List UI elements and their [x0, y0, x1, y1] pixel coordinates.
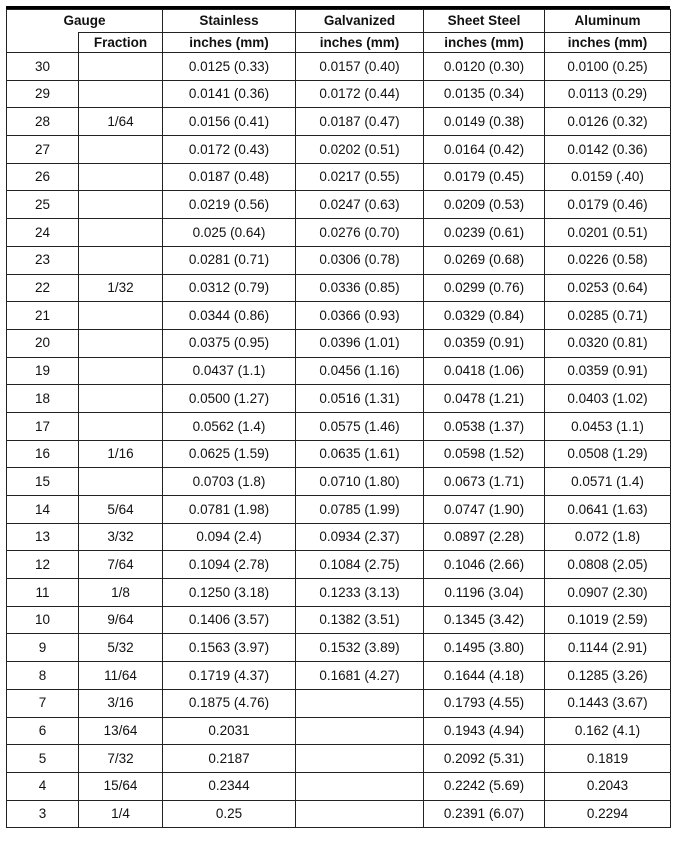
stainless-cell: 0.0625 (1.59) [163, 440, 296, 468]
stainless-cell: 0.0172 (0.43) [163, 136, 296, 164]
gauge-cell: 14 [7, 496, 79, 524]
table-row [7, 800, 671, 828]
table-row [7, 163, 671, 191]
galvanized-cell: 0.0157 (0.40) [296, 53, 424, 81]
gauge-cell: 9 [7, 634, 79, 662]
galvanized-cell: 0.1382 (3.51) [296, 606, 424, 634]
fraction-cell [79, 412, 163, 440]
gauge-cell: 15 [7, 468, 79, 496]
stainless-cell: 0.0375 (0.95) [163, 329, 296, 357]
gauge-table [6, 9, 671, 828]
sheet-steel-header: Sheet Steel [424, 10, 545, 33]
sheet-steel-cell: 0.1943 (4.94) [424, 717, 545, 745]
aluminum-cell: 0.162 (4.1) [545, 717, 671, 745]
fraction-header: Fraction [79, 33, 163, 53]
galvanized-cell [296, 772, 424, 800]
fraction-cell: 3/16 [79, 689, 163, 717]
stainless-cell: 0.0156 (0.41) [163, 108, 296, 136]
gauge-cell: 21 [7, 302, 79, 330]
galvanized-cell [296, 745, 424, 773]
table-row [7, 634, 671, 662]
sheet-steel-cell: 0.2242 (5.69) [424, 772, 545, 800]
gauge-cell: 11 [7, 579, 79, 607]
fraction-cell [79, 385, 163, 413]
fraction-cell: 5/32 [79, 634, 163, 662]
stainless-cell: 0.25 [163, 800, 296, 828]
table-row [7, 108, 671, 136]
fraction-cell [79, 136, 163, 164]
table-row [7, 689, 671, 717]
table-row [7, 385, 671, 413]
sheet-steel-cell: 0.0120 (0.30) [424, 53, 545, 81]
gauge-cell: 19 [7, 357, 79, 385]
fraction-cell: 3/32 [79, 523, 163, 551]
table-row [7, 412, 671, 440]
table-row [7, 662, 671, 690]
stainless-cell: 0.0781 (1.98) [163, 496, 296, 524]
aluminum-cell: 0.2043 [545, 772, 671, 800]
fraction-cell [79, 329, 163, 357]
aluminum-header: Aluminum [545, 10, 671, 33]
fraction-cell [79, 219, 163, 247]
sheet-steel-cell: 0.0269 (0.68) [424, 246, 545, 274]
sheet-steel-cell: 0.0179 (0.45) [424, 163, 545, 191]
table-row [7, 468, 671, 496]
gauge-cell: 20 [7, 329, 79, 357]
table-row [7, 717, 671, 745]
fraction-cell [79, 246, 163, 274]
galvanized-unit: inches (mm) [296, 33, 424, 53]
stainless-cell: 0.0312 (0.79) [163, 274, 296, 302]
table-row [7, 80, 671, 108]
aluminum-cell: 0.0253 (0.64) [545, 274, 671, 302]
fraction-cell: 1/4 [79, 800, 163, 828]
galvanized-cell: 0.0247 (0.63) [296, 191, 424, 219]
gauge-cell: 5 [7, 745, 79, 773]
gauge-table-body [7, 53, 671, 828]
stainless-cell: 0.0141 (0.36) [163, 80, 296, 108]
fraction-cell [79, 357, 163, 385]
aluminum-cell: 0.1144 (2.91) [545, 634, 671, 662]
table-row [7, 246, 671, 274]
aluminum-cell: 0.1819 [545, 745, 671, 773]
stainless-cell: 0.0187 (0.48) [163, 163, 296, 191]
sheet-steel-cell: 0.1644 (4.18) [424, 662, 545, 690]
sheet-steel-cell: 0.0329 (0.84) [424, 302, 545, 330]
table-row [7, 219, 671, 247]
sheet-steel-cell: 0.0538 (1.37) [424, 412, 545, 440]
stainless-cell: 0.1094 (2.78) [163, 551, 296, 579]
aluminum-cell: 0.0126 (0.32) [545, 108, 671, 136]
sheet-steel-cell: 0.1196 (3.04) [424, 579, 545, 607]
aluminum-cell: 0.0453 (1.1) [545, 412, 671, 440]
galvanized-cell: 0.1084 (2.75) [296, 551, 424, 579]
gauge-cell: 12 [7, 551, 79, 579]
gauge-cell: 6 [7, 717, 79, 745]
aluminum-cell: 0.0571 (1.4) [545, 468, 671, 496]
sheet-steel-cell: 0.1495 (3.80) [424, 634, 545, 662]
gauge-cell: 13 [7, 523, 79, 551]
galvanized-cell [296, 689, 424, 717]
stainless-cell: 0.2344 [163, 772, 296, 800]
stainless-cell: 0.0219 (0.56) [163, 191, 296, 219]
gauge-cell: 26 [7, 163, 79, 191]
table-row [7, 329, 671, 357]
gauge-cell: 25 [7, 191, 79, 219]
galvanized-cell [296, 800, 424, 828]
galvanized-cell: 0.0635 (1.61) [296, 440, 424, 468]
sheet-steel-cell: 0.0239 (0.61) [424, 219, 545, 247]
galvanized-cell: 0.1532 (3.89) [296, 634, 424, 662]
table-row [7, 551, 671, 579]
fraction-cell [79, 163, 163, 191]
galvanized-cell: 0.0366 (0.93) [296, 302, 424, 330]
fraction-cell [79, 302, 163, 330]
table-row [7, 745, 671, 773]
aluminum-unit: inches (mm) [545, 33, 671, 53]
aluminum-cell: 0.0285 (0.71) [545, 302, 671, 330]
stainless-unit: inches (mm) [163, 33, 296, 53]
stainless-cell: 0.094 (2.4) [163, 523, 296, 551]
aluminum-cell: 0.0808 (2.05) [545, 551, 671, 579]
sheet-steel-cell: 0.0418 (1.06) [424, 357, 545, 385]
aluminum-cell: 0.0403 (1.02) [545, 385, 671, 413]
fraction-cell: 5/64 [79, 496, 163, 524]
fraction-cell: 1/64 [79, 108, 163, 136]
table-row [7, 606, 671, 634]
stainless-cell: 0.1719 (4.37) [163, 662, 296, 690]
gauge-cell: 27 [7, 136, 79, 164]
gauge-cell: 8 [7, 662, 79, 690]
aluminum-cell: 0.0100 (0.25) [545, 53, 671, 81]
aluminum-cell: 0.0641 (1.63) [545, 496, 671, 524]
sheet-steel-unit: inches (mm) [424, 33, 545, 53]
fraction-cell: 15/64 [79, 772, 163, 800]
stainless-cell: 0.0703 (1.8) [163, 468, 296, 496]
gauge-cell: 18 [7, 385, 79, 413]
table-row [7, 357, 671, 385]
table-row [7, 440, 671, 468]
gauge-cell: 4 [7, 772, 79, 800]
table-row [7, 302, 671, 330]
sheet-steel-cell: 0.0478 (1.21) [424, 385, 545, 413]
galvanized-cell: 0.0575 (1.46) [296, 412, 424, 440]
stainless-cell: 0.0281 (0.71) [163, 246, 296, 274]
fraction-cell: 7/32 [79, 745, 163, 773]
aluminum-cell: 0.0508 (1.29) [545, 440, 671, 468]
sheet-steel-cell: 0.1046 (2.66) [424, 551, 545, 579]
galvanized-cell: 0.1681 (4.27) [296, 662, 424, 690]
sheet-steel-cell: 0.0209 (0.53) [424, 191, 545, 219]
stainless-cell: 0.1406 (3.57) [163, 606, 296, 634]
galvanized-cell: 0.0934 (2.37) [296, 523, 424, 551]
sheet-steel-cell: 0.0164 (0.42) [424, 136, 545, 164]
gauge-cell: 3 [7, 800, 79, 828]
sheet-steel-cell: 0.2391 (6.07) [424, 800, 545, 828]
aluminum-cell: 0.072 (1.8) [545, 523, 671, 551]
galvanized-cell: 0.0276 (0.70) [296, 219, 424, 247]
fraction-cell: 1/32 [79, 274, 163, 302]
table-row [7, 496, 671, 524]
fraction-cell [79, 468, 163, 496]
stainless-cell: 0.0562 (1.4) [163, 412, 296, 440]
gauge-cell: 30 [7, 53, 79, 81]
galvanized-cell: 0.0336 (0.85) [296, 274, 424, 302]
sheet-steel-cell: 0.0747 (1.90) [424, 496, 545, 524]
fraction-cell: 11/64 [79, 662, 163, 690]
stainless-cell: 0.0437 (1.1) [163, 357, 296, 385]
stainless-cell: 0.2031 [163, 717, 296, 745]
galvanized-cell: 0.0202 (0.51) [296, 136, 424, 164]
stainless-cell: 0.025 (0.64) [163, 219, 296, 247]
gauge-chart-sheet [6, 6, 670, 828]
table-row [7, 579, 671, 607]
gauge-header: Gauge [7, 10, 163, 33]
stainless-header: Stainless [163, 10, 296, 33]
aluminum-cell: 0.0320 (0.81) [545, 329, 671, 357]
table-row [7, 191, 671, 219]
gauge-cell: 29 [7, 80, 79, 108]
galvanized-cell: 0.0217 (0.55) [296, 163, 424, 191]
gauge-cell: 28 [7, 108, 79, 136]
galvanized-cell: 0.1233 (3.13) [296, 579, 424, 607]
aluminum-cell: 0.0159 (.40) [545, 163, 671, 191]
aluminum-cell: 0.0113 (0.29) [545, 80, 671, 108]
sheet-steel-cell: 0.0135 (0.34) [424, 80, 545, 108]
table-row [7, 53, 671, 81]
stainless-cell: 0.0500 (1.27) [163, 385, 296, 413]
table-row [7, 136, 671, 164]
fraction-cell [79, 53, 163, 81]
fraction-cell: 7/64 [79, 551, 163, 579]
stainless-cell: 0.1563 (3.97) [163, 634, 296, 662]
galvanized-cell [296, 717, 424, 745]
table-row [7, 274, 671, 302]
sheet-steel-cell: 0.0897 (2.28) [424, 523, 545, 551]
fraction-cell: 1/16 [79, 440, 163, 468]
table-row [7, 523, 671, 551]
stainless-cell: 0.0125 (0.33) [163, 53, 296, 81]
sheet-steel-cell: 0.0299 (0.76) [424, 274, 545, 302]
table-row [7, 772, 671, 800]
gauge-cell: 16 [7, 440, 79, 468]
galvanized-cell: 0.0456 (1.16) [296, 357, 424, 385]
stainless-cell: 0.0344 (0.86) [163, 302, 296, 330]
aluminum-cell: 0.1443 (3.67) [545, 689, 671, 717]
aluminum-cell: 0.0201 (0.51) [545, 219, 671, 247]
aluminum-cell: 0.0907 (2.30) [545, 579, 671, 607]
galvanized-cell: 0.0516 (1.31) [296, 385, 424, 413]
gauge-cell: 17 [7, 412, 79, 440]
gauge-cell: 22 [7, 274, 79, 302]
gauge-cell: 23 [7, 246, 79, 274]
aluminum-cell: 0.0142 (0.36) [545, 136, 671, 164]
galvanized-cell: 0.0306 (0.78) [296, 246, 424, 274]
sheet-steel-cell: 0.0149 (0.38) [424, 108, 545, 136]
gauge-cell: 24 [7, 219, 79, 247]
sheet-steel-cell: 0.0673 (1.71) [424, 468, 545, 496]
galvanized-cell: 0.0710 (1.80) [296, 468, 424, 496]
aluminum-cell: 0.0179 (0.46) [545, 191, 671, 219]
sheet-steel-cell: 0.1793 (4.55) [424, 689, 545, 717]
sheet-steel-cell: 0.0359 (0.91) [424, 329, 545, 357]
gauge-cell: 10 [7, 606, 79, 634]
aluminum-cell: 0.1285 (3.26) [545, 662, 671, 690]
aluminum-cell: 0.0359 (0.91) [545, 357, 671, 385]
galvanized-cell: 0.0187 (0.47) [296, 108, 424, 136]
fraction-cell: 1/8 [79, 579, 163, 607]
galvanized-header: Galvanized [296, 10, 424, 33]
sheet-steel-cell: 0.1345 (3.42) [424, 606, 545, 634]
aluminum-cell: 0.1019 (2.59) [545, 606, 671, 634]
stainless-cell: 0.1250 (3.18) [163, 579, 296, 607]
stainless-cell: 0.2187 [163, 745, 296, 773]
gauge-cell: 7 [7, 689, 79, 717]
aluminum-cell: 0.2294 [545, 800, 671, 828]
fraction-cell: 13/64 [79, 717, 163, 745]
galvanized-cell: 0.0172 (0.44) [296, 80, 424, 108]
gauge-subheader [7, 33, 79, 53]
fraction-cell [79, 80, 163, 108]
stainless-cell: 0.1875 (4.76) [163, 689, 296, 717]
fraction-cell [79, 191, 163, 219]
galvanized-cell: 0.0396 (1.01) [296, 329, 424, 357]
sheet-steel-cell: 0.0598 (1.52) [424, 440, 545, 468]
galvanized-cell: 0.0785 (1.99) [296, 496, 424, 524]
sheet-steel-cell: 0.2092 (5.31) [424, 745, 545, 773]
fraction-cell: 9/64 [79, 606, 163, 634]
aluminum-cell: 0.0226 (0.58) [545, 246, 671, 274]
